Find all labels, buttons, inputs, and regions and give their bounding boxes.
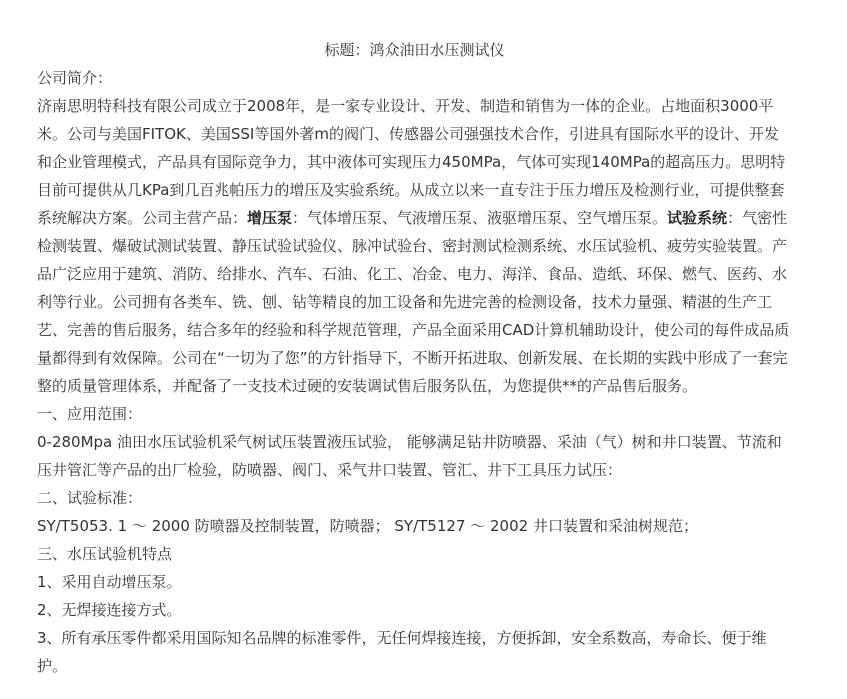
company-intro <box>37 92 792 400</box>
intro-text-2: ：气体增压泵、气液增压泵、液驱增压泵、空气增压泵。 <box>292 209 668 227</box>
intro-text-3: ：气密性检测装置、爆破试测试装置、静压试验试验仪、脉冲试验台、密封测试检测系统、水压试验机、疲劳实验装置。产品广泛应用于建筑、消防、给排水、汽车、石油、化工、冶金、电力、海洋、食品、造纸、环保、燃气、医药、水利等行业。公司拥有各类车、铣、刨、钻等精良的加工设备和先进完善的检测设备，技术力量强、精湛的生产工艺、完善的售后服务，结合多年的经验和科学规范管理，产品全面采用CAD计算机辅助设计，使公司的每件成品质量都得到有效保障。公司在“一切为了您”的方针指导下，不断开拓进取、创新发展、在长期的实践中形成了一套完整的质量管理体系，并配备了一支技术过硬的安装调试售后服务队伍，为您提供**的产品售后服务。 <box>37 209 790 395</box>
section-3-heading: 三、水压试验机特点 <box>37 545 173 563</box>
section-2-text: SY/T5053. 1 ～ 2000 防喷器及控制装置，防喷器； SY/T5127 ～ 2002 井口装置和采油树规范； <box>37 517 698 535</box>
page-title: 标题：鸿众油田水压测试仪 <box>324 41 505 59</box>
section-1-heading: 一、应用范围： <box>37 405 143 423</box>
section-2-heading: 二、试验标准： <box>37 489 143 507</box>
section-1-text: 0-280Mpa 油田水压试验机采气树试压装置液压试验， 能够满足钻井防喷器、采油（气）树和井口装置、节流和压井管汇等产品的出厂检验，防喷器、阀门、采气井口装置、管汇、井下工具压力试压： <box>37 433 782 479</box>
feature-item: 3、所有承压零件都采用国际知名品牌的标准零件，无任何焊接连接，方便拆卸，安全系数高，寿命长、便于维护。 <box>37 629 767 675</box>
intro-text-1: 济南思明特科技有限公司成立于2008年，是一家专业设计、开发、制造和销售为一体的企业。占地面积3000平米。公司与美国FITOK、美国SSI等国外著m的阀门、传感器公司强强技术合作，引进具有国际水平的设计、开发和企业管理模式，产品具有国际竞争力，其中液体可实现压力450MPa，气体可实现140MPa的超高压力。思明特目前可提供从几KPa到几百兆帕压力的增压及实验系统。从成立以来一直专注于压力增压及检测行业，可提供整套系统解决方案。公司主营产品： <box>37 97 786 227</box>
feature-item: 2、无焊接连接方式。 <box>37 601 182 619</box>
intro-bold-system: 试验系统 <box>667 209 728 227</box>
intro-bold-pump: 增压泵 <box>247 209 293 227</box>
feature-item: 1、采用自动增压泵。 <box>37 573 182 591</box>
intro-heading: 公司简介： <box>37 69 113 87</box>
